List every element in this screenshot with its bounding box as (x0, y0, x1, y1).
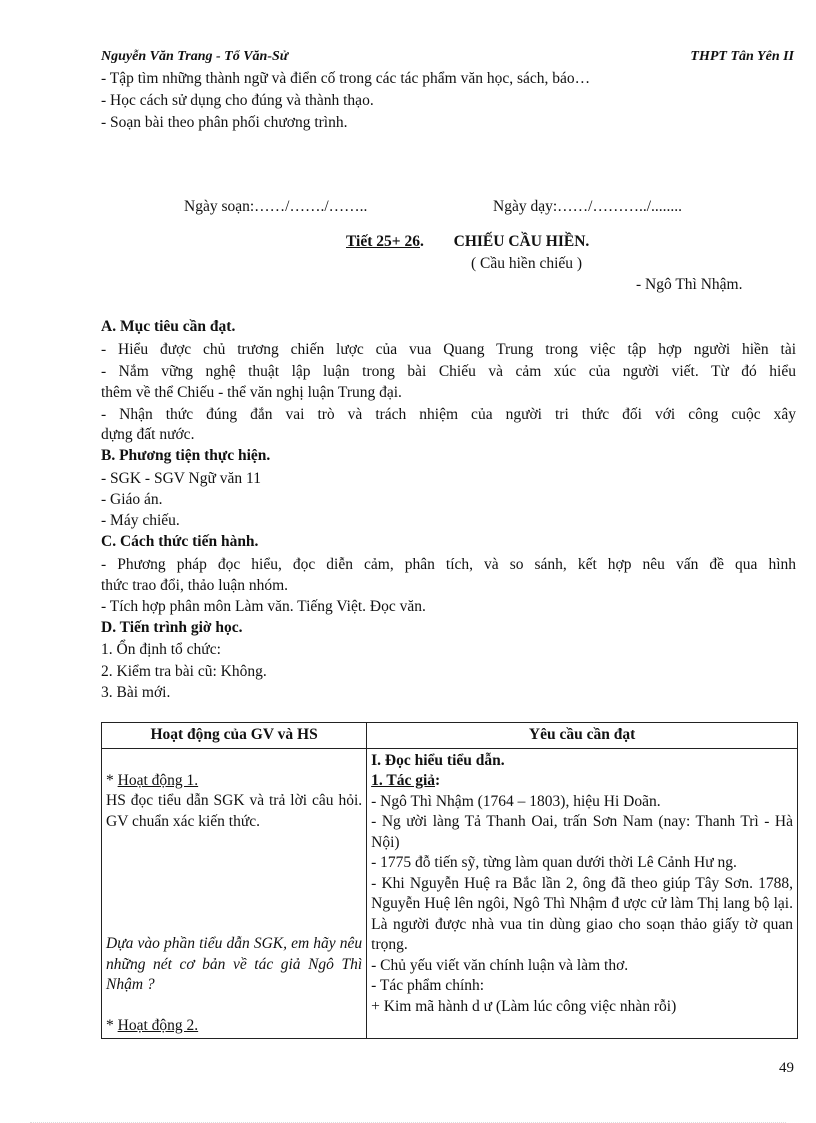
activity-2-label: Hoạt động 2. (117, 1016, 199, 1034)
section-d-heading: D. Tiến trình giờ học. (101, 619, 243, 636)
requirement-item-2: - Ng ười làng Tả Thanh Oai, trấn Sơn Nam (nay: Thanh Trì - Hà Nội) (371, 813, 793, 851)
section-a-heading: A. Mục tiêu cần đạt. (101, 318, 236, 335)
requirements-cell (367, 748, 798, 1039)
section-b-line-3: - Máy chiếu. (101, 512, 180, 529)
section-c-heading: C. Cách thức tiến hành. (101, 533, 259, 550)
table-header-activities: Hoạt động của GV và HS (102, 723, 367, 749)
requirement-item-3: - 1775 đỗ tiến sỹ, từng làm quan dưới thời Lê Cảnh Hư ng. (371, 854, 737, 871)
section-b-line-1: - SGK - SGV Ngữ văn 11 (101, 470, 261, 487)
lesson-period-dot: . (420, 233, 424, 250)
requirement-item-5: - Chủ yếu viết văn chính luận và làm thơ. (371, 956, 629, 974)
requirement-item-6: - Tác phẩm chính: (371, 977, 485, 994)
lesson-title-row (346, 233, 589, 251)
header-author: Nguyễn Văn Trang - Tổ Văn-Sử (101, 49, 289, 64)
section-c-line-3: - Tích hợp phân môn Làm văn. Tiếng Việt. Đọc văn. (101, 598, 426, 615)
section-a-line-1: - Hiểu được chủ trương chiến lược của vua Quang Trung trong việc tập hợp người hiền tài (101, 341, 796, 358)
prep-date: Ngày soạn:……/……./…….. (184, 198, 368, 215)
activities-cell (102, 748, 367, 1039)
intro-line-3: - Soạn bài theo phân phối chương trình. (101, 114, 348, 131)
section-a-line-4: - Nhận thức đúng đắn vai trò và trách nhiệm của người tri thức đối với công cuộc xây (101, 406, 796, 423)
activity-1-bullet: * (106, 771, 118, 789)
section-d-line-3: 3. Bài mới. (101, 684, 171, 701)
requirement-item-7: + Kim mã hành d ư (Làm lúc công việc nhàn rỗi) (371, 997, 677, 1015)
teach-date: Ngày dạy:……/………../........ (493, 198, 682, 215)
section-a-line-3: thêm về thể Chiếu - thể văn nghị luận Trung đại. (101, 384, 402, 401)
requirement-item-4: - Khi Nguyễn Huệ ra Bắc lần 2, ông đã theo giúp Tây Sơn. 1788, Nguyễn Huệ lên ngôi, Ngô Thì Nhậm đ ược cử làm Thị lang bộ lại. Là người được nhà vua tin dùng giao cho soạn thảo giấy tờ quan trọng. (371, 874, 793, 953)
requirement-section-heading: I. Đọc hiểu tiểu dẫn. (371, 751, 505, 769)
requirement-item-1: - Ngô Thì Nhậm (1764 – 1803), hiệu Hi Doãn. (371, 792, 661, 810)
requirement-subheading-colon: : (435, 772, 441, 789)
lesson-activity-table (101, 722, 798, 1039)
section-b-line-2: - Giáo án. (101, 491, 163, 508)
intro-line-2: - Học cách sử dụng cho đúng và thành thạo. (101, 92, 374, 109)
activity-1-heading (106, 771, 362, 792)
section-d-line-2: 2. Kiểm tra bài cũ: Không. (101, 663, 267, 680)
activity-1-description: HS đọc tiểu dẫn SGK và trả lời câu hỏi. GV chuẩn xác kiến thức. (106, 792, 363, 830)
lesson-subtitle: ( Cầu hiền chiếu ) (471, 255, 583, 272)
requirement-subheading (371, 771, 793, 792)
activity-question: Dựa vào phần tiểu dẫn SGK, em hãy nêu những nét cơ bản về tác giả Ngô Thì Nhậm ? (106, 935, 363, 993)
table-header-row (102, 723, 798, 749)
table-header-requirements: Yêu cầu cần đạt (367, 723, 798, 749)
section-c-line-2: thức trao đổi, thảo luận nhóm. (101, 577, 289, 594)
lesson-title: CHIẾU CẦU HIỀN. (453, 233, 590, 250)
lesson-period: Tiết 25+ 26 (346, 233, 420, 250)
table-row (102, 748, 798, 1039)
intro-line-1: - Tập tìm những thành ngữ và điển cố trong các tác phẩm văn học, sách, báo… (101, 70, 591, 87)
section-a-line-5: dựng đất nước. (101, 426, 195, 443)
lesson-author: - Ngô Thì Nhậm. (636, 276, 743, 293)
section-a-line-2: - Nắm vững nghệ thuật lập luận trong bài Chiếu và cảm xúc của người viết. Từ đó hiểu (101, 363, 796, 380)
activity-2-bullet: * (106, 1016, 118, 1034)
activity-1-label: Hoạt động 1. (117, 771, 199, 789)
section-c-line-1: - Phương pháp đọc hiểu, đọc diễn cảm, phân tích, và so sánh, kết hợp nêu vấn đề qua hình (101, 556, 796, 573)
page-number: 49 (779, 1060, 794, 1076)
header-school: THPT Tân Yên II (690, 49, 794, 64)
activity-2-heading (106, 1016, 362, 1037)
requirement-subheading-text: 1. Tác giả (371, 772, 436, 789)
section-b-heading: B. Phương tiện thực hiện. (101, 447, 271, 464)
section-d-line-1: 1. Ổn định tổ chức: (101, 641, 221, 658)
